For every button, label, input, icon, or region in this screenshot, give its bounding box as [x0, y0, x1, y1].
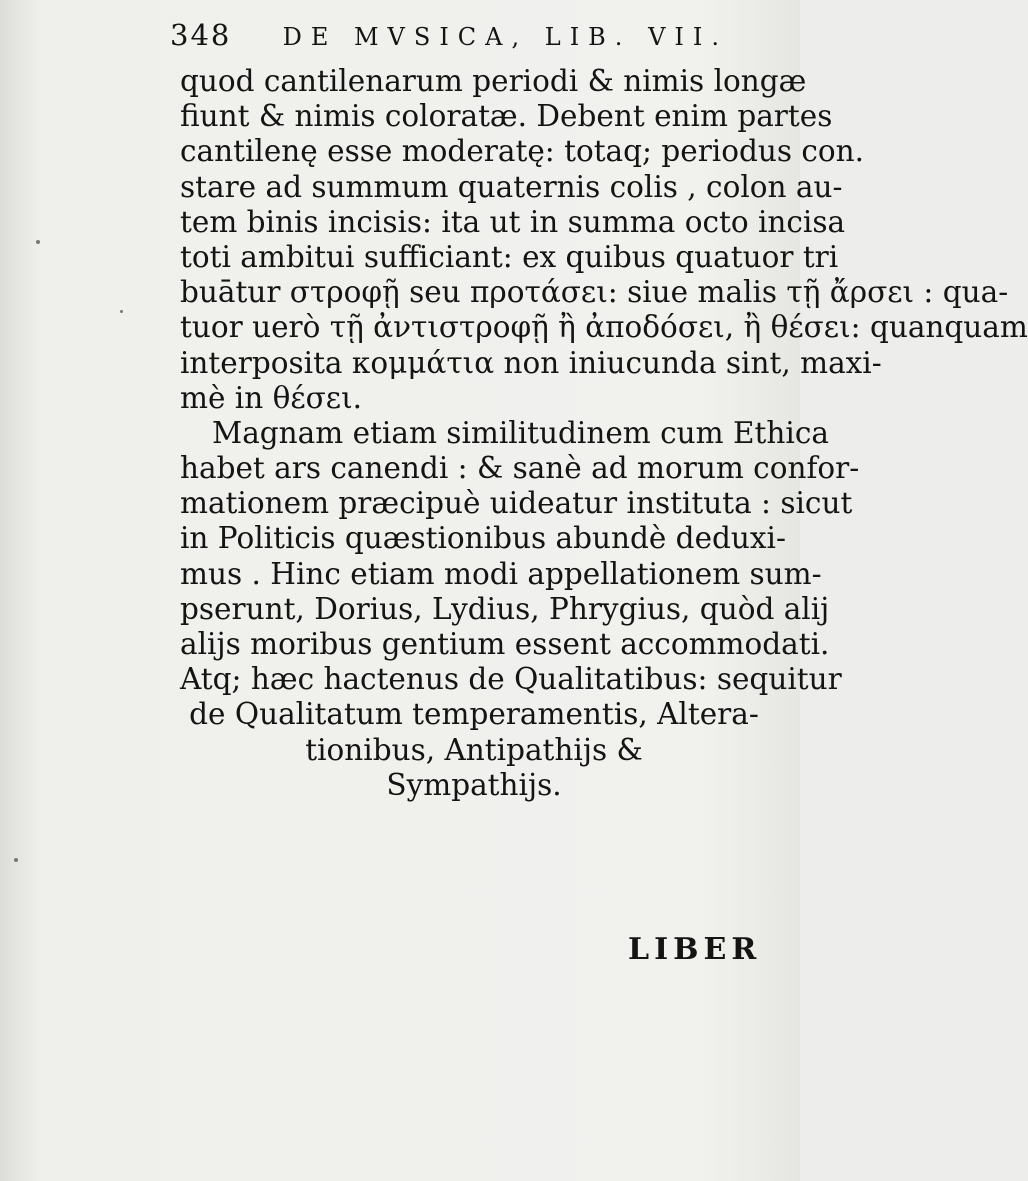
- running-title: DE MVSICA, LIB. VII.: [282, 23, 728, 51]
- paper-speck: [14, 858, 18, 862]
- text-line: stare ad summum quaternis colis , colon au-: [180, 169, 843, 204]
- text-line: alijs moribus gentium essent accommodati.: [180, 627, 830, 661]
- text-line: tionibus, Antipathijs &: [305, 732, 643, 767]
- text-line: cantilenę esse moderatę: totaq; periodus con.: [180, 134, 865, 169]
- text-line: mè in θέσει.: [180, 380, 363, 415]
- text-line: Sympathijs.: [386, 767, 562, 802]
- text-line: Magnam etiam similitudinem cum Ethica: [212, 415, 829, 450]
- text-line: interposita κομμάτια non iniucunda sint, maxi-: [180, 345, 882, 380]
- text-line: fiunt & nimis coloratæ. Debent enim partes: [180, 99, 833, 134]
- text-line: mationem præcipuè uideatur instituta : sicut: [180, 486, 853, 521]
- text-line: de Qualitatum temperamentis, Altera-: [189, 697, 759, 732]
- text-line: toti ambitui sufficiant: ex quibus quatuor tri: [180, 239, 839, 274]
- paper-speck: [36, 240, 40, 244]
- text-line: in Politicis quæstionibus abundè deduxi-: [180, 521, 786, 556]
- running-header: [170, 18, 728, 52]
- page-number: 348: [170, 18, 232, 52]
- text-line: mus . Hinc etiam modi appellationem sum-: [180, 556, 822, 591]
- catchword: LIBER: [628, 932, 762, 967]
- paper-speck: [120, 310, 123, 313]
- text-line: tuor uerò τῇ ἀντιστροφῇ ἢ ἀποδόσει, ἢ θέσει: quanquam: [180, 310, 1028, 345]
- text-line: pserunt, Dorius, Lydius, Phrygius, quòd alij: [180, 591, 830, 626]
- text-line: tem binis incisis: ita ut in summa octo incisa: [180, 204, 846, 239]
- text-line: buātur στροφῇ seu προτάσει: siue malis τῇ ἄρσει : qua-: [180, 275, 1009, 310]
- text-line: Atq; hæc hactenus de Qualitatibus: sequitur: [180, 662, 842, 697]
- text-line: habet ars canendi : & sanè ad morum confor-: [180, 451, 860, 486]
- main-text-block: [180, 64, 1028, 803]
- text-line: quod cantilenarum periodi & nimis longæ: [180, 64, 807, 98]
